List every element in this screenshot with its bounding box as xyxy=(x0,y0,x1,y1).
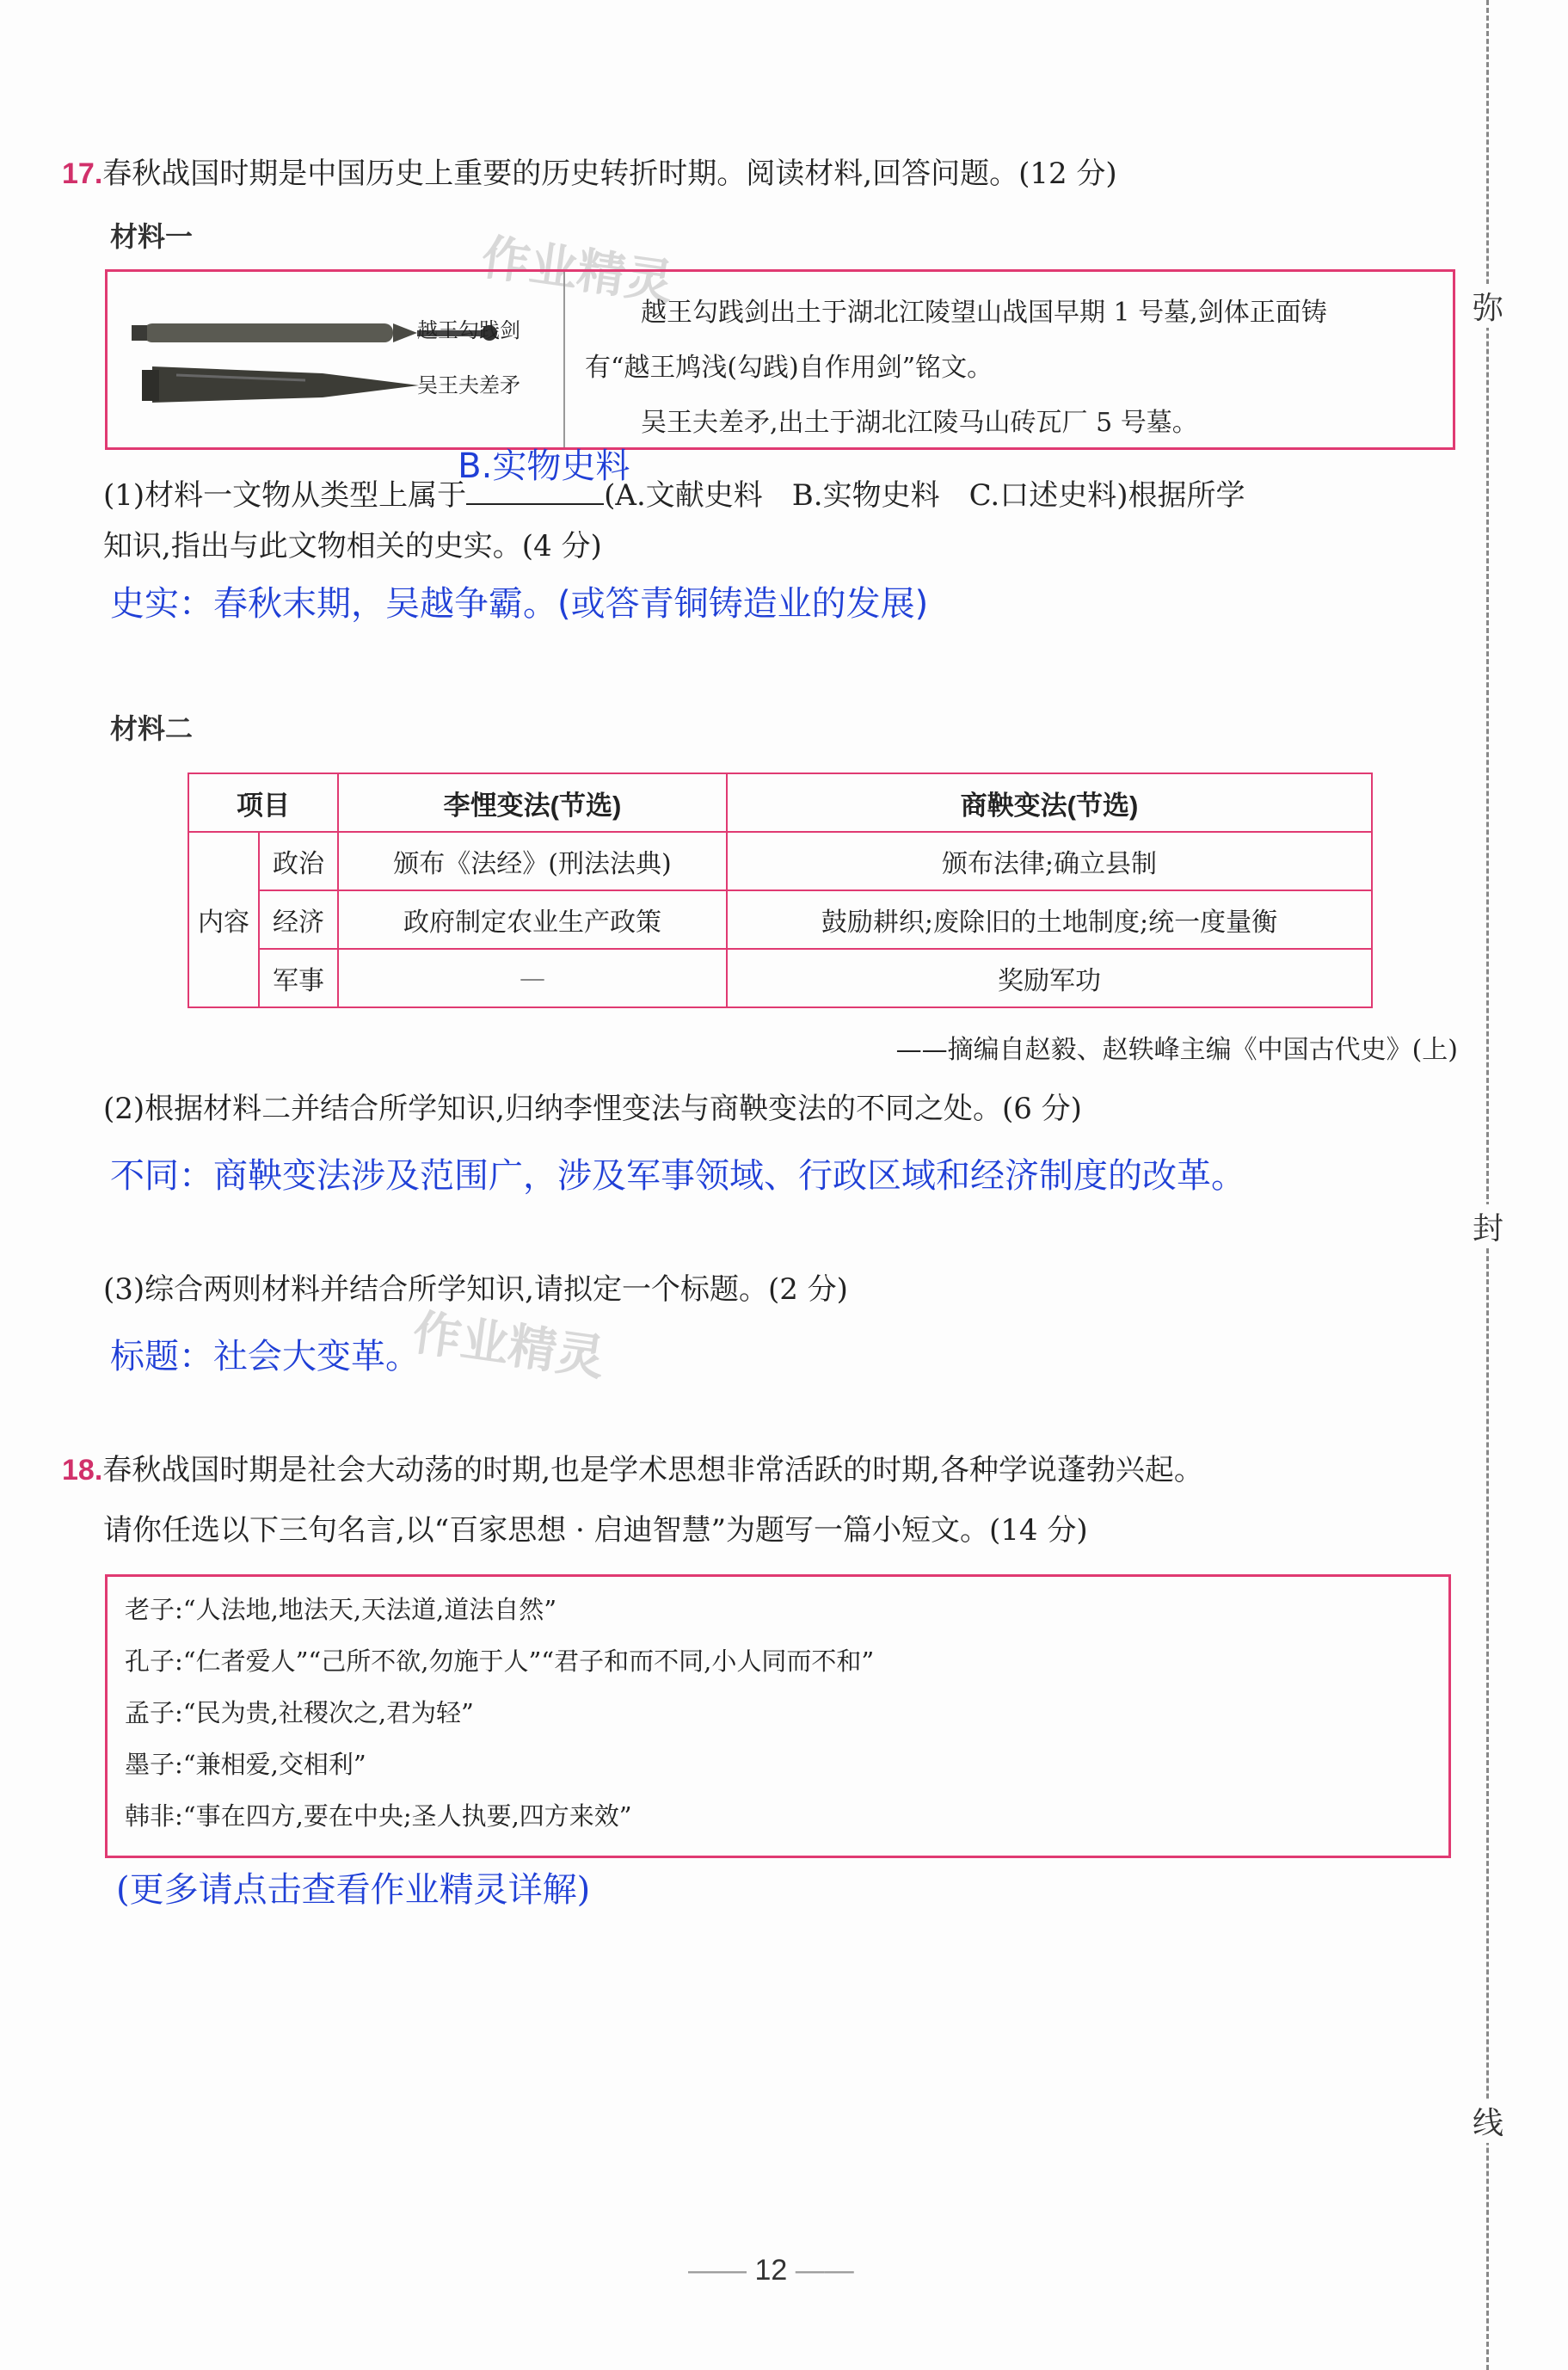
margin-char-mi: 弥 xyxy=(1473,284,1503,328)
quote-hanfei: 韩非:“事在四方,要在中央;圣人执要,四方来效” xyxy=(125,1801,632,1831)
q17-sub1-line1 xyxy=(103,446,1479,519)
quote-mengzi: 孟子:“民为贵,社稷次之,君为轻” xyxy=(125,1698,474,1727)
q18-number: 18. xyxy=(62,1454,103,1487)
watermark-2: 作业精灵 xyxy=(409,1304,608,1388)
binding-dashed-line xyxy=(1486,0,1489,2370)
q17-sub1-line2: 知识,指出与此文物相关的史实。(4 分) xyxy=(103,529,602,563)
material1-text2: 有“越王鸠浅(勾践)自作用剑”铭文。 xyxy=(585,353,993,383)
artifact1-caption: 越王勾践剑 xyxy=(417,318,520,342)
row-cat: 政治 xyxy=(259,832,338,890)
quotes-box xyxy=(105,1574,1451,1858)
row-shang: 鼓励耕织;废除旧的土地制度;统一度量衡 xyxy=(727,890,1372,949)
q17-answer3: 标题：社会大变革。 xyxy=(110,1337,420,1376)
page-number-value: 12 xyxy=(754,2254,788,2287)
page-dash-left: —— xyxy=(688,2254,755,2287)
page-number xyxy=(688,2254,854,2287)
row-cat: 经济 xyxy=(259,890,338,949)
sub1-text-b: (A.文献史料 B.实物史料 C.口述史料)根据所学 xyxy=(604,478,1245,513)
sub1-text-a: (1)材料一文物从类型上属于 xyxy=(103,478,467,513)
material1-text3: 吴王夫差矛,出土于湖北江陵马山砖瓦厂 5 号墓。 xyxy=(641,408,1198,438)
q17-answer2: 不同：商鞅变法涉及范围广，涉及军事领域、行政区域和经济制度的改革。 xyxy=(110,1156,1245,1196)
row-cat: 军事 xyxy=(259,949,338,1007)
artifact-images xyxy=(108,272,565,447)
quote-mozi: 墨子:“兼相爱,交相利” xyxy=(125,1750,366,1779)
material1-text1: 越王勾践剑出土于湖北江陵望山战国早期 1 号墓,剑体正面铸 xyxy=(641,298,1327,328)
header-shang-yang: 商鞅变法(节选) xyxy=(727,773,1372,832)
margin-char-feng: 封 xyxy=(1473,1204,1503,1248)
table-row xyxy=(188,890,1372,949)
row-li: — xyxy=(338,949,727,1007)
sub1-blank-answer: B.实物史料 xyxy=(458,446,630,486)
artifact-drawing xyxy=(108,272,563,447)
material1-box xyxy=(105,269,1455,450)
reform-comparison-table xyxy=(188,773,1373,1008)
quote-laozi: 老子:“人法地,地法天,天法道,道法自然” xyxy=(125,1595,557,1624)
q17-stem xyxy=(62,151,1455,197)
spear-icon xyxy=(142,366,419,403)
row-li: 政府制定农业生产政策 xyxy=(338,890,727,949)
q17-number: 17. xyxy=(62,157,103,190)
artifact2-caption: 吴王夫差矛 xyxy=(417,373,520,397)
watermark: 作业精灵 xyxy=(477,229,677,312)
material1-label: 材料一 xyxy=(110,221,194,252)
table-row xyxy=(188,832,1372,890)
q18-stem2: 请你任选以下三句名言,以“百家思想 · 启迪智慧”为题写一篇小短文。(14 分) xyxy=(103,1513,1088,1548)
header-li-kui: 李悝变法(节选) xyxy=(338,773,727,832)
page-dash-right: —— xyxy=(787,2254,854,2287)
q17-stem-text: 春秋战国时期是中国历史上重要的历史转折时期。阅读材料,回答问题。(12 分) xyxy=(102,157,1117,191)
table-row xyxy=(188,949,1372,1007)
more-details-link[interactable]: (更多请点击查看作业精灵详解) xyxy=(116,1870,591,1910)
material2-label: 材料二 xyxy=(110,713,194,744)
row-shang: 奖励军功 xyxy=(727,949,1372,1007)
table-header-row xyxy=(188,773,1372,832)
q17-sub3: (3)综合两则材料并结合所学知识,请拟定一个标题。(2 分) xyxy=(103,1272,848,1307)
q18-stem1-text: 春秋战国时期是社会大动荡的时期,也是学术思想非常活跃的时期,各种学说蓬勃兴起。 xyxy=(102,1453,1203,1487)
q17-sub2: (2)根据材料二并结合所学知识,归纳李悝变法与商鞅变法的不同之处。(6 分) xyxy=(103,1092,1082,1126)
content-label: 内容 xyxy=(188,832,259,1007)
q17-answer1: 史实：春秋末期，吴越争霸。(或答青铜铸造业的发展) xyxy=(110,584,929,624)
row-shang: 颁布法律;确立县制 xyxy=(727,832,1372,890)
q18-stem1 xyxy=(62,1447,1473,1493)
quote-kongzi: 孔子:“仁者爱人”“己所不欲,勿施于人”“君子和而不同,小人同而不和” xyxy=(125,1647,875,1676)
material2-source: ——摘编自赵毅、赵轶峰主编《中国古代史》(上) xyxy=(895,1035,1458,1065)
margin-char-xian: 线 xyxy=(1473,2099,1503,2143)
header-item: 项目 xyxy=(188,773,338,832)
row-li: 颁布《法经》(刑法法典) xyxy=(338,832,727,890)
answer-blank[interactable] xyxy=(458,446,630,505)
